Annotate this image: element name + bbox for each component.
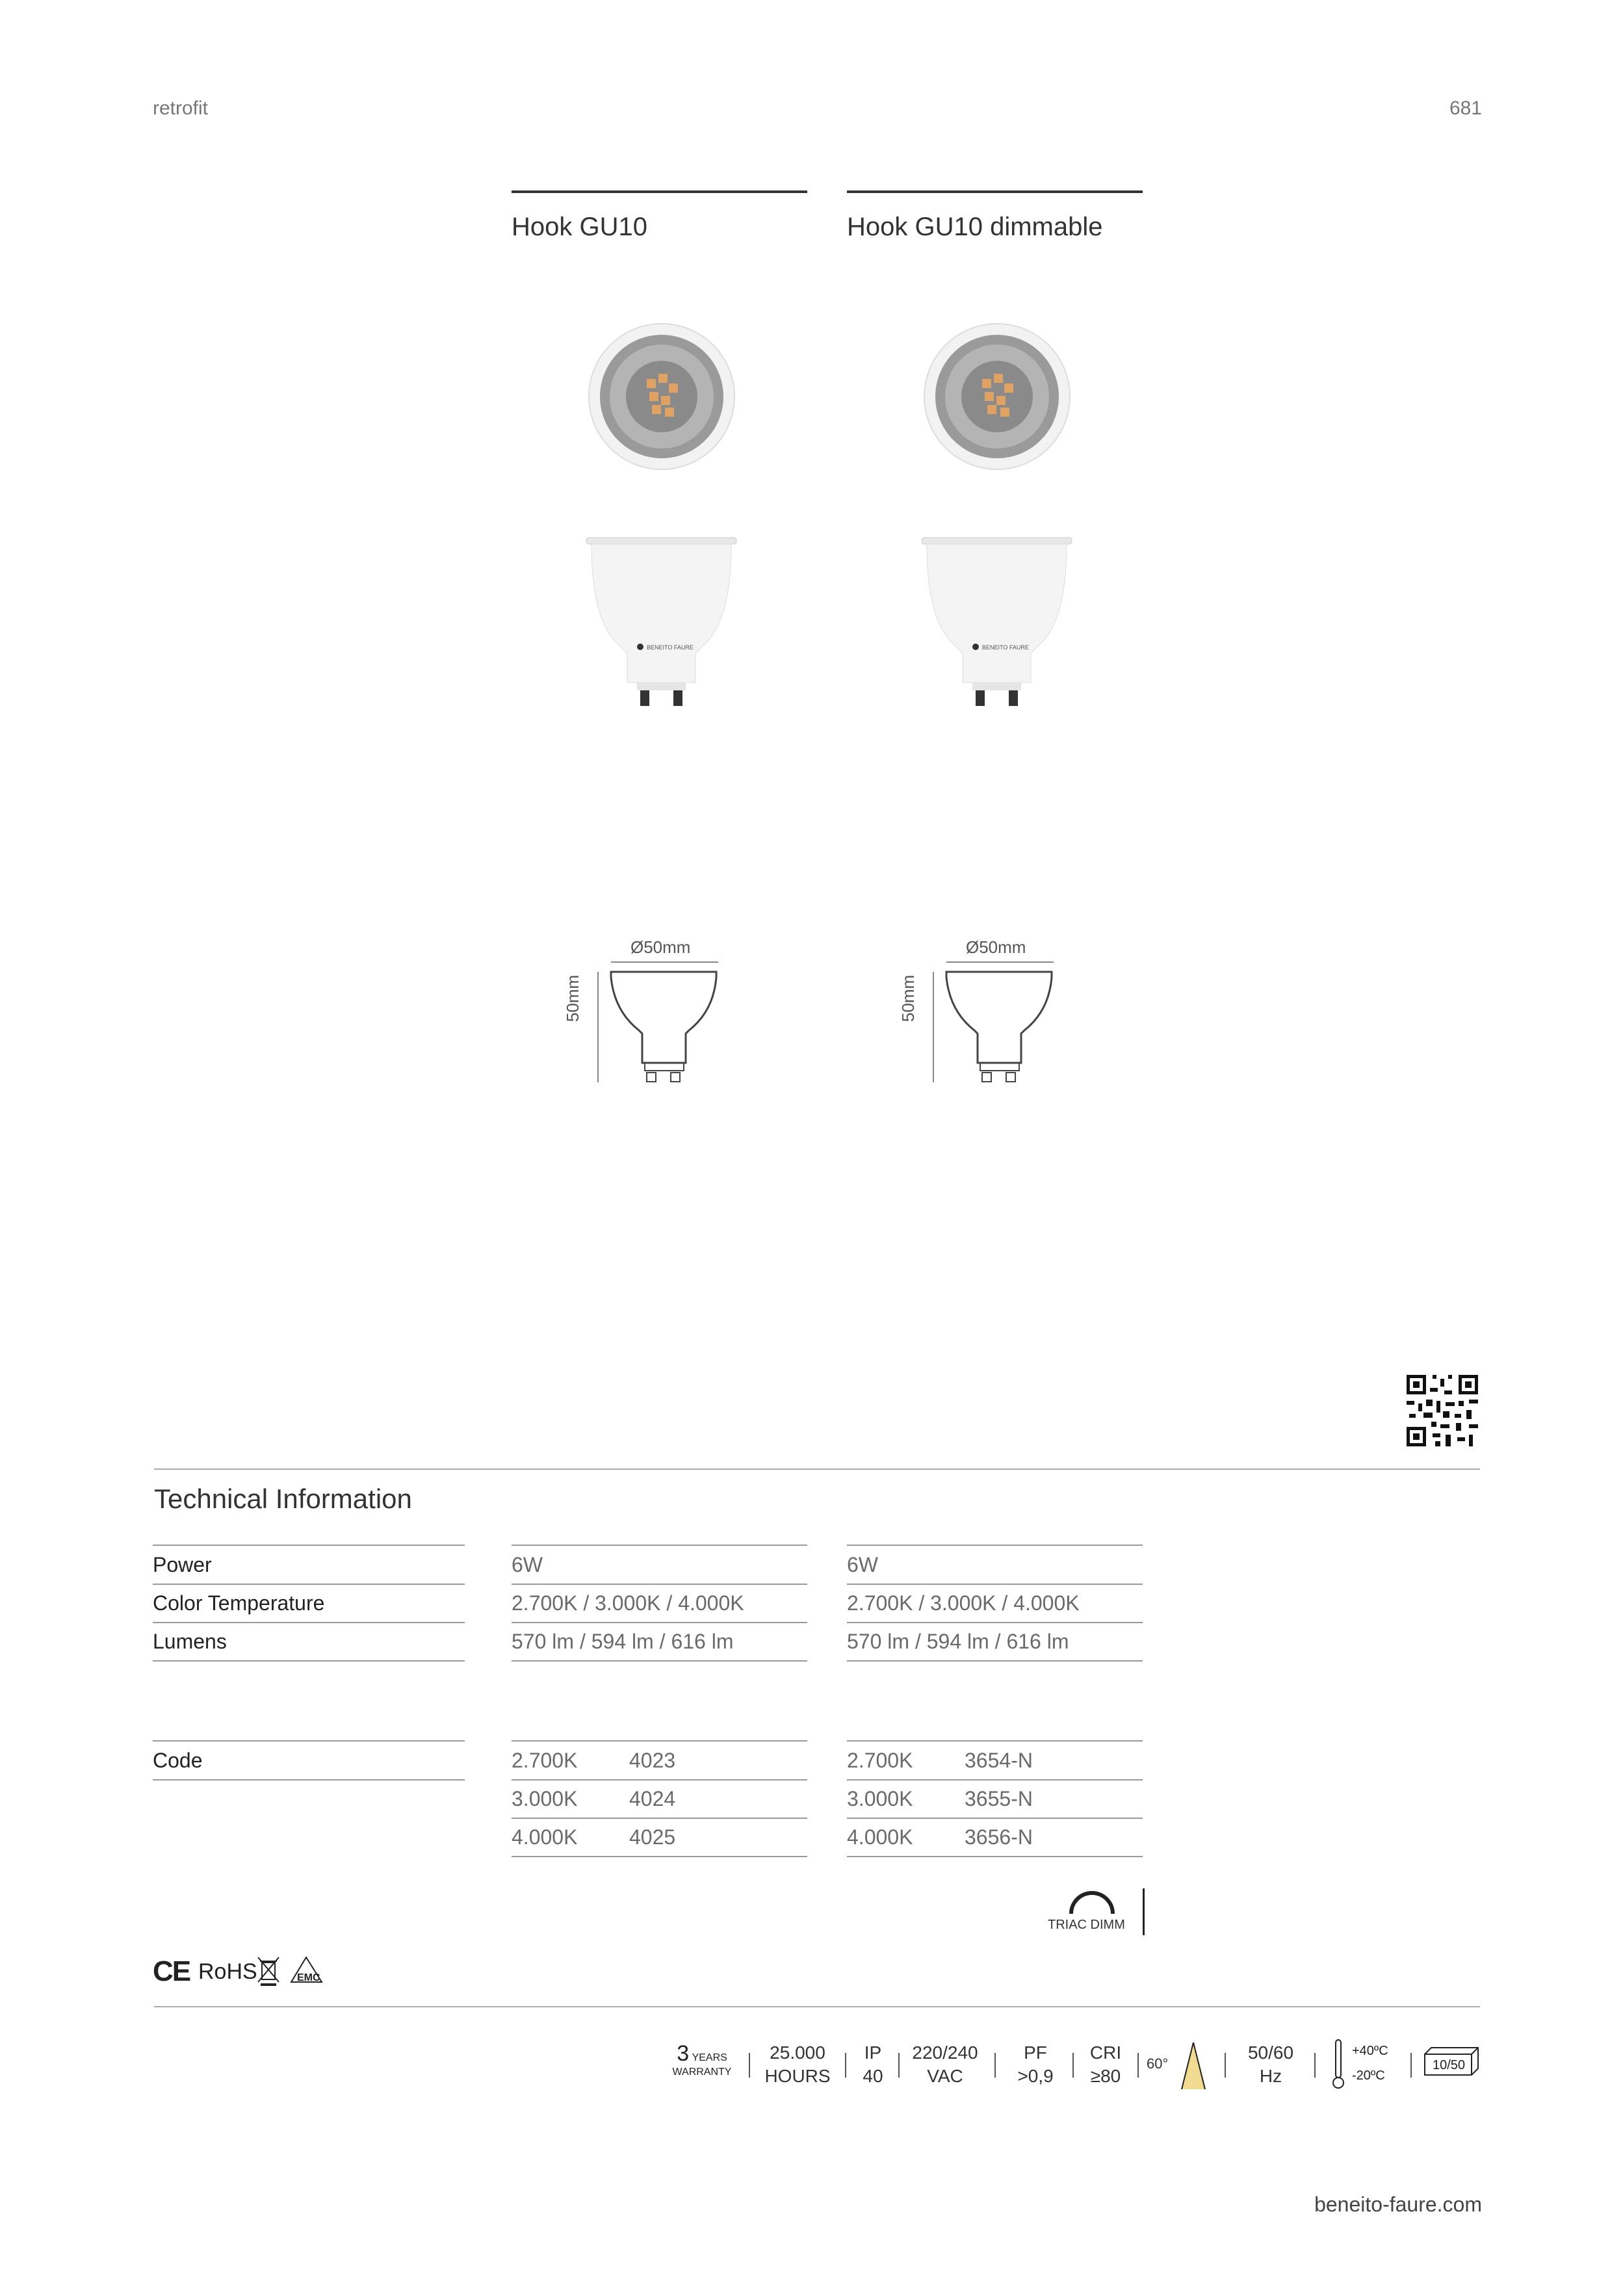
specs-separator <box>1072 2053 1074 2078</box>
product-1-color-temperature: 2.700K / 3.000K / 4.000K <box>512 1591 744 1615</box>
product-1-top-view-image <box>587 322 736 471</box>
beam-angle-value: 60° <box>1147 2055 1169 2072</box>
svg-text:EMC: EMC <box>297 1972 320 1983</box>
row-rule <box>512 1818 807 1819</box>
specs-separator <box>1225 2053 1226 2078</box>
row-rule <box>512 1779 807 1781</box>
specs-separator <box>845 2053 846 2078</box>
product-1-code-temp: 4.000K <box>512 1825 578 1849</box>
product-1-dimension-drawing <box>572 959 721 1102</box>
row-rule <box>153 1584 465 1585</box>
product-1-width-dimension: Ø50mm <box>630 937 691 957</box>
specs-top-rule <box>154 2006 1480 2007</box>
product-1-brand-print: BENEITO FAURE <box>647 644 694 651</box>
weee-bin-icon <box>255 1955 281 1987</box>
row-rule <box>153 1545 465 1546</box>
section-title: retrofit <box>153 98 209 119</box>
specs-separator <box>898 2053 900 2078</box>
thermometer-icon <box>1331 2039 1345 2091</box>
product-2-rule <box>847 190 1143 193</box>
row-rule <box>153 1779 465 1781</box>
row-rule <box>153 1740 465 1742</box>
page-number: 681 <box>1449 98 1482 119</box>
row-rule <box>512 1584 807 1585</box>
voltage-label: VAC <box>927 2066 963 2086</box>
row-rule <box>153 1622 465 1623</box>
hours-label: HOURS <box>764 2066 831 2086</box>
row-rule <box>512 1740 807 1742</box>
pf-label: PF <box>1024 2042 1047 2063</box>
product-2-power: 6W <box>847 1553 878 1576</box>
product-2-code: 3656-N <box>965 1825 1033 1849</box>
specs-separator <box>1314 2053 1316 2078</box>
pf-value: >0,9 <box>1017 2066 1054 2086</box>
product-2-top-view-image <box>922 322 1072 471</box>
triac-dimm-label: TRIAC DIMM <box>1048 1918 1125 1932</box>
product-2-code-temp: 2.700K <box>847 1749 913 1772</box>
packaging-value: 10/50 <box>1432 2058 1466 2072</box>
product-2-code-temp: 3.000K <box>847 1787 913 1810</box>
row-rule <box>512 1545 807 1546</box>
warranty-years: YEARS <box>692 2052 727 2063</box>
product-1-code-temp: 3.000K <box>512 1787 578 1810</box>
product-1-side-view-image <box>585 536 738 709</box>
label-code: Code <box>153 1749 203 1772</box>
voltage-spec <box>909 2041 981 2088</box>
product-2-code-temp: 4.000K <box>847 1825 913 1849</box>
ip-label: IP <box>864 2042 882 2063</box>
technical-top-rule <box>154 1468 1480 1470</box>
label-power: Power <box>153 1553 212 1576</box>
product-2-code: 3655-N <box>965 1787 1033 1810</box>
temp-max: +40ºC <box>1352 2044 1388 2058</box>
pf-spec <box>1006 2041 1065 2088</box>
website-link[interactable]: beneito-faure.com <box>1314 2193 1482 2216</box>
technical-title: Technical Information <box>154 1483 412 1514</box>
ce-mark: CE <box>153 1955 190 1987</box>
ip-spec <box>857 2041 889 2088</box>
dimm-bar <box>1143 1888 1145 1935</box>
product-2-width-dimension: Ø50mm <box>966 937 1026 957</box>
label-lumens: Lumens <box>153 1630 227 1653</box>
row-rule <box>847 1545 1143 1546</box>
cri-spec <box>1083 2041 1128 2088</box>
product-1-code: 4025 <box>629 1825 676 1849</box>
warranty-badge <box>669 2041 734 2078</box>
hours-value: 25.000 <box>770 2042 825 2063</box>
specs-separator <box>749 2053 750 2078</box>
specs-separator <box>994 2053 996 2078</box>
cri-label: CRI <box>1089 2042 1122 2063</box>
row-rule <box>512 1622 807 1623</box>
product-2-lumens: 570 lm / 594 lm / 616 lm <box>847 1630 1069 1653</box>
voltage-value: 220/240 <box>912 2042 978 2063</box>
product-1-name: Hook GU10 <box>512 213 647 241</box>
row-rule <box>847 1779 1143 1781</box>
product-2-color-temperature: 2.700K / 3.000K / 4.000K <box>847 1591 1080 1615</box>
row-rule <box>847 1818 1143 1819</box>
emc-icon <box>288 1955 327 1987</box>
frequency-spec <box>1235 2041 1306 2088</box>
product-1-code: 4023 <box>629 1749 676 1772</box>
freq-label: Hz <box>1259 2066 1282 2086</box>
row-rule <box>512 1660 807 1662</box>
row-rule <box>847 1622 1143 1623</box>
row-rule <box>847 1660 1143 1662</box>
row-rule <box>512 1856 807 1857</box>
product-1-lumens: 570 lm / 594 lm / 616 lm <box>512 1630 734 1653</box>
beam-angle-icon <box>1175 2040 1212 2092</box>
temp-min: -20ºC <box>1352 2068 1385 2083</box>
row-rule <box>153 1660 465 1662</box>
product-2-name: Hook GU10 dimmable <box>847 213 1103 241</box>
label-color-temperature: Color Temperature <box>153 1591 325 1615</box>
product-1-code: 4024 <box>629 1787 676 1810</box>
rohs-mark: RoHS <box>198 1959 257 1984</box>
cri-value: ≥80 <box>1090 2066 1121 2086</box>
product-2-code: 3654-N <box>965 1749 1033 1772</box>
product-2-height-dimension: 50mm <box>898 974 918 1022</box>
product-1-height-dimension: 50mm <box>563 974 582 1022</box>
qr-code[interactable] <box>1407 1375 1478 1446</box>
product-1-code-temp: 2.700K <box>512 1749 578 1772</box>
warranty-number: 3 <box>677 2041 690 2066</box>
row-rule <box>847 1584 1143 1585</box>
hours-spec <box>762 2041 833 2088</box>
product-2-dimension-drawing <box>907 959 1057 1102</box>
row-rule <box>847 1856 1143 1857</box>
ip-value: 40 <box>863 2066 883 2086</box>
freq-value: 50/60 <box>1247 2042 1294 2063</box>
dimmer-arc-icon <box>1066 1890 1118 1916</box>
warranty-word: WARRANTY <box>672 2067 732 2078</box>
specs-separator <box>1410 2053 1412 2078</box>
product-2-side-view-image <box>920 536 1073 709</box>
specs-separator <box>1137 2053 1139 2078</box>
product-2-brand-print: BENEITO FAURE <box>982 644 1029 651</box>
product-1-power: 6W <box>512 1553 543 1576</box>
row-rule <box>847 1740 1143 1742</box>
product-1-rule <box>512 190 807 193</box>
